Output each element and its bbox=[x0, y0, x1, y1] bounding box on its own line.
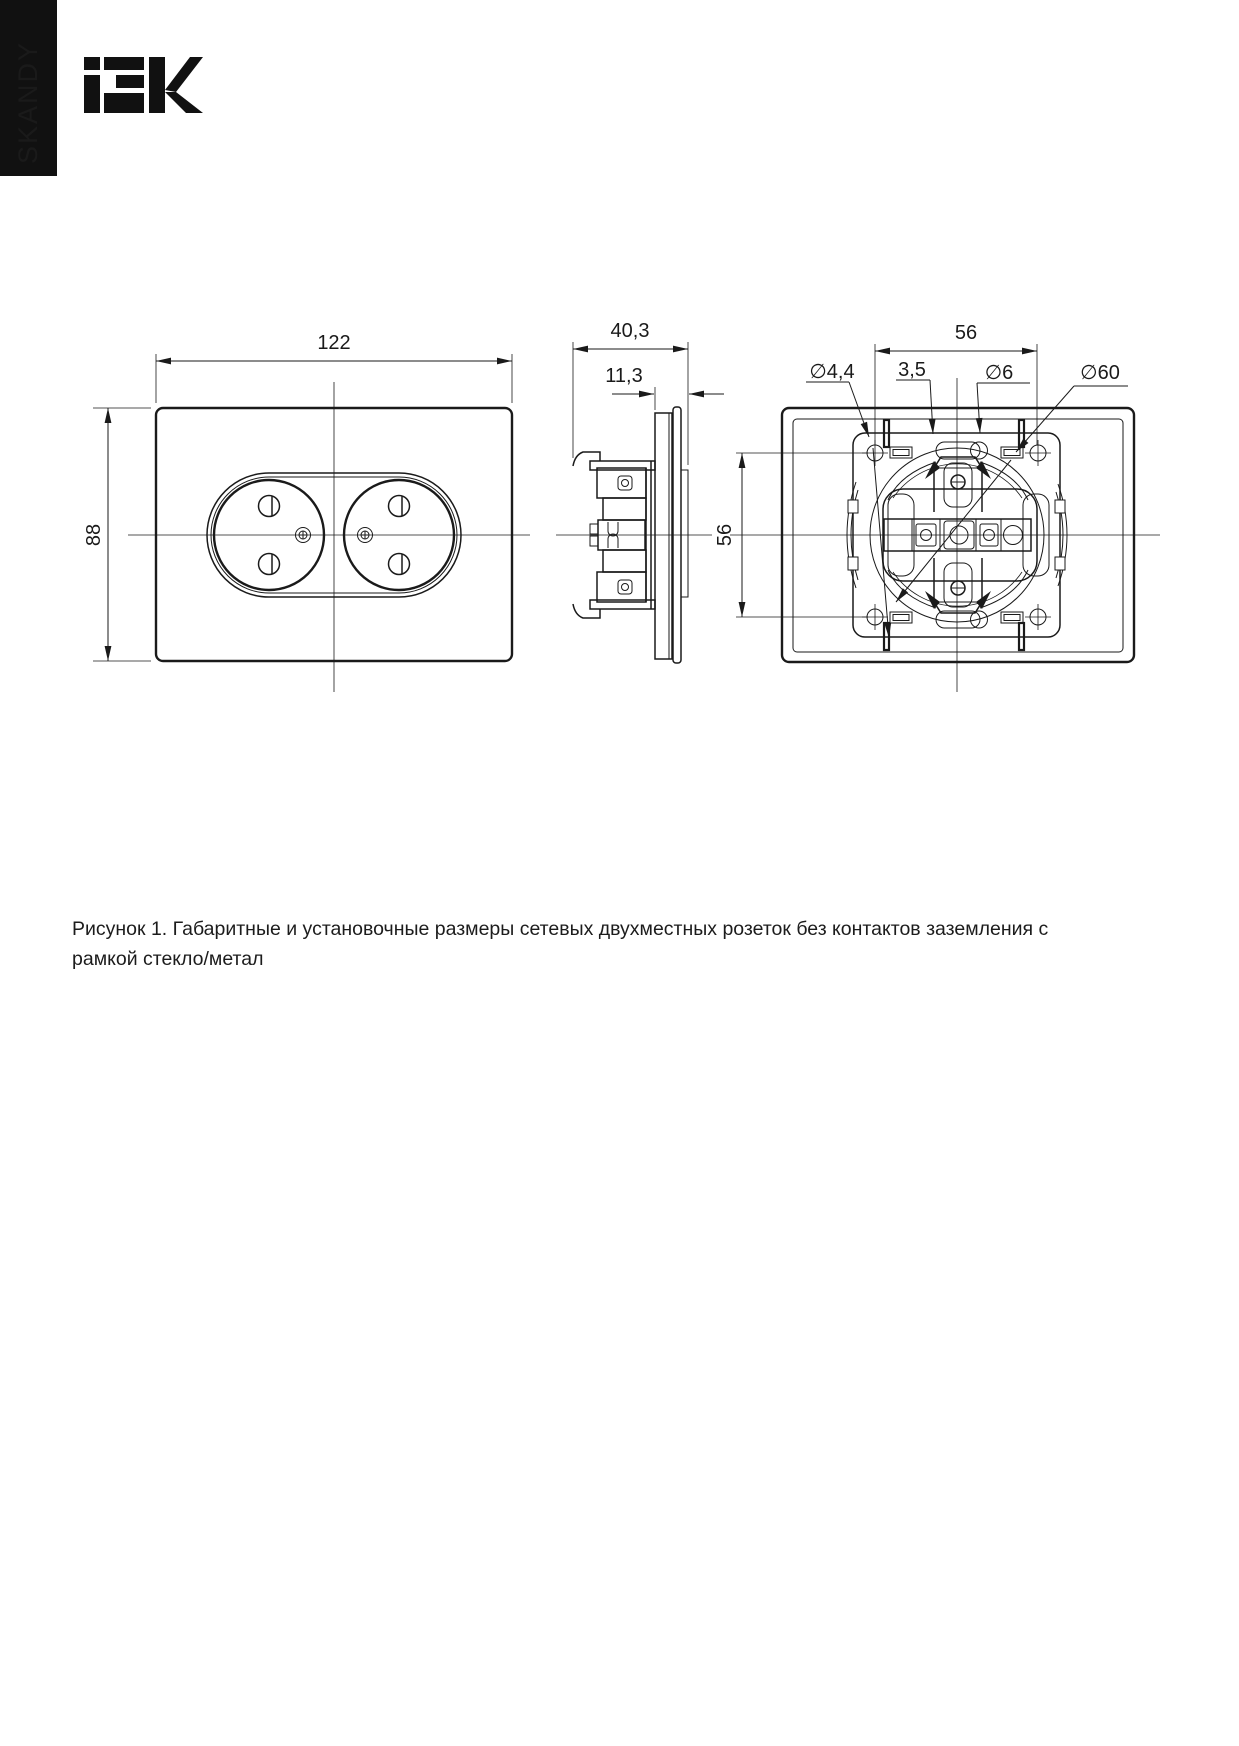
dim-front-height-label: 88 bbox=[83, 523, 105, 547]
series-sidebar bbox=[0, 0, 57, 176]
label-keyhole-dia bbox=[977, 362, 1030, 433]
screw-hole-dia-text: ∅4,4 bbox=[809, 361, 855, 383]
label-slot-width bbox=[896, 359, 933, 434]
claw-screw-bottom bbox=[934, 558, 988, 628]
slot-width-text: 3,5 bbox=[898, 359, 926, 381]
figure-caption-line1: Рисунок 1. Габаритные и установочные размеры сетевых двухместных розеток без контактов заземления с bbox=[72, 918, 1049, 940]
dim-front-height bbox=[83, 408, 151, 661]
side-support-ledge bbox=[681, 470, 688, 597]
claw-screw-top bbox=[934, 442, 988, 512]
dim-back-span-v-label: 56 bbox=[714, 523, 736, 547]
dim-side-depth bbox=[573, 320, 688, 465]
dim-side-frame-depth bbox=[605, 365, 724, 410]
keyhole-dia-text: ∅6 bbox=[984, 362, 1014, 384]
back-view bbox=[714, 322, 1160, 692]
front-view bbox=[83, 332, 530, 692]
cup-rim-bottom bbox=[893, 572, 1022, 606]
dim-side-frame-depth-label: 11,3 bbox=[605, 365, 643, 387]
side-claw-bottom bbox=[573, 604, 600, 618]
brand-logo bbox=[84, 57, 203, 113]
install-circle-dia-text: ∅60 bbox=[1080, 362, 1120, 384]
cup-rim-top bbox=[893, 464, 1022, 498]
dim-back-span-h-label: 56 bbox=[954, 322, 978, 344]
series-label: SKANDY bbox=[13, 40, 43, 164]
dim-side-depth-label: 40,3 bbox=[610, 320, 650, 342]
side-view bbox=[556, 320, 724, 663]
figure-caption bbox=[72, 914, 1187, 974]
figure-caption-line2: рамкой стекло/метал bbox=[72, 948, 264, 970]
side-claw-top bbox=[573, 452, 600, 466]
dim-front-width-label: 122 bbox=[317, 332, 351, 354]
